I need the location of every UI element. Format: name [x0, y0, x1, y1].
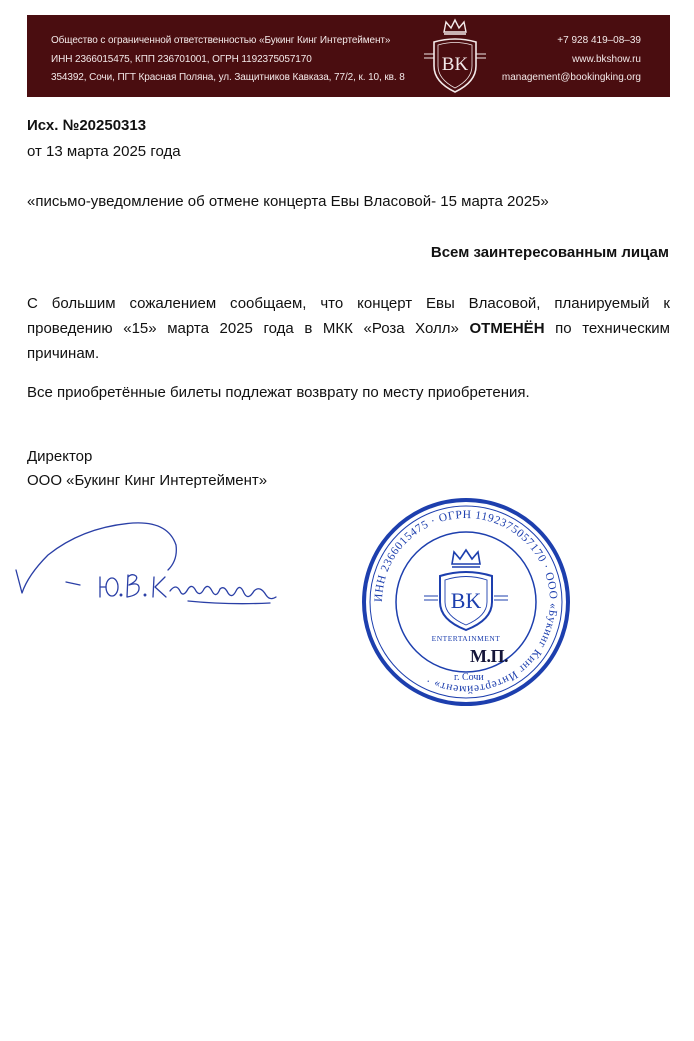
- company-name: Общество с ограниченной ответственностью «Букинг Кинг Интертеймент»: [51, 35, 391, 46]
- logo-letters: BK: [441, 54, 469, 75]
- letter-addressee: Всем заинтересованным лицам: [430, 244, 669, 261]
- letter-subject: «письмо-уведомление об отмене концерта Евы Власовой- 15 марта 2025»: [27, 193, 549, 210]
- letterhead: [27, 15, 670, 97]
- stamp-ring-text: ИНН 2366015475 · ОГРН 1192375057170 · ООО «Букинг Кинг Интертеймент» ·: [372, 508, 560, 696]
- outgoing-number: Исх. №20250313: [27, 117, 147, 134]
- company-email: management@bookingking.org: [501, 72, 641, 83]
- signer-organization: ООО «Букинг Кинг Интертеймент»: [27, 472, 268, 489]
- cancelled-emphasis: ОТМЕНЁН: [469, 320, 545, 337]
- company-registration: ИНН 2366015475, КПП 236701001, ОГРН 1192375057170: [51, 53, 312, 65]
- letterhead-company-block: [51, 32, 405, 88]
- stamp-entertainment-text: ENTERTAINMENT: [431, 634, 501, 643]
- company-phone: +7 928 419–08–39: [557, 35, 641, 46]
- company-website: www.bkshow.ru: [572, 53, 641, 65]
- letter-paragraph-cancellation: [27, 291, 670, 366]
- paragraph-text-before: С большим сожалением сообщаем, что концерт Евы Власовой, планируемый к проведению «15» марта 2025 года в МКК «Роза Холл»: [27, 295, 670, 337]
- stamp-mp-label: М.П.: [470, 646, 508, 666]
- company-logo-icon: [422, 18, 488, 94]
- letter-paragraph-refund: Все приобретённые билеты подлежат возврату по месту приобретения.: [27, 384, 530, 401]
- letter-date: от 13 марта 2025 года: [27, 143, 181, 160]
- stamp-logo-letters: BK: [450, 588, 482, 613]
- letterhead-contacts: [502, 32, 641, 88]
- stamp-city-label: г. Сочи: [454, 672, 484, 683]
- paragraph-text-after: по техническим причинам.: [27, 320, 670, 362]
- handwritten-signature: [8, 515, 298, 620]
- company-address: 354392, Сочи, ПГТ Красная Поляна, ул. Защитников Кавказа, 77/2, к. 10, кв. 8: [51, 72, 405, 83]
- signer-title: Директор: [27, 448, 93, 465]
